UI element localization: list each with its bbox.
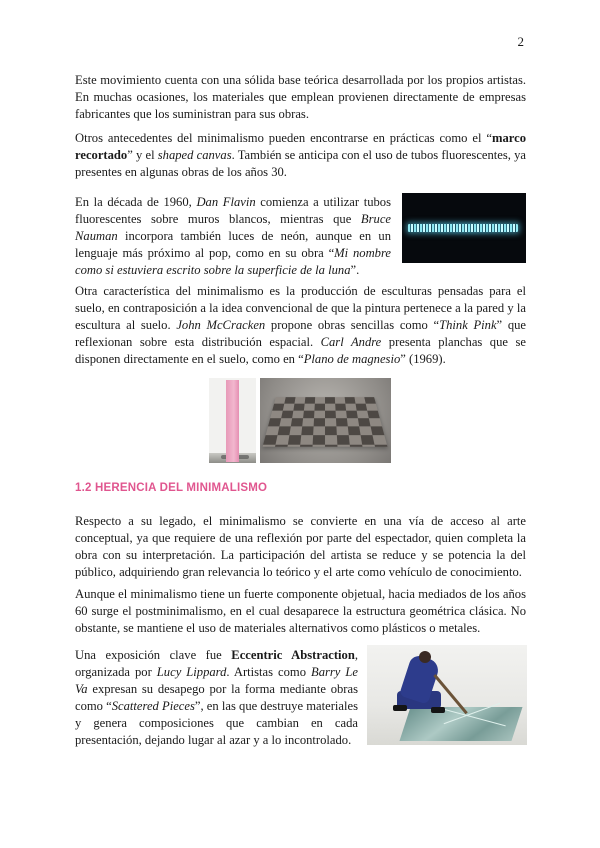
text-run: propone obras sencillas como “ (265, 318, 440, 332)
text-run: comienza a utilizar tubos fluorescentes sobre muros blancos, mientras que (75, 195, 391, 226)
paragraph-legacy: Respecto a su legado, el minimalismo se convierte en una vía de acceso al arte conceptual, ya que requiere de una reflexión por parte del espectador, quien completa la obra con su interpretación. La participación del artista se reduce y se potencia la del público, adquiriendo gran relevancia lo teórico y el arte como vehículo de conocimiento. (75, 514, 526, 579)
section-heading: 1.2 HERENCIA DEL MINIMALISMO (75, 482, 268, 494)
term-marco-recortado: marco recortado (75, 131, 526, 162)
text-run: En la década de 1960, (75, 195, 197, 209)
neon-artwork-image (402, 193, 526, 263)
paragraph-eccentric-abstraction (75, 647, 358, 749)
text-run: , organizada por (75, 648, 358, 679)
curator-lucy-lippard: Lucy Lippard (156, 665, 227, 679)
text-run: ”, en las que destruye materiales y genera composiciones que cambian en cada presentación, dejando lugar al azar y a lo incontrolado. (75, 699, 358, 747)
artist-bruce-nauman: Bruce Nauman (75, 212, 391, 243)
artwork-title-nauman: Mi nombre como si estuviera escrito sobre la superficie de la luna (75, 246, 391, 277)
artwork-scattered-pieces: Scattered Pieces (111, 699, 195, 713)
artwork-think-pink: Think Pink (439, 318, 497, 332)
text-run: ” y el (127, 148, 158, 162)
think-pink-image (209, 378, 256, 463)
text-run: ” (1969). (400, 352, 446, 366)
text-run: Otra característica del minimalismo es la producción de esculturas pensadas para el suelo, en contraposición a la idea convencional de que la pintura pertenece a la pared y la escultura al suelo. (75, 284, 526, 332)
artist-john-mccracken: John McCracken (176, 318, 266, 332)
text-run: presenta planchas que se disponen directamente en el suelo, como en “ (75, 335, 526, 366)
exhibition-name: Eccentric Abstraction (231, 648, 355, 662)
text-run: Una exposición clave fue (75, 648, 232, 662)
text-run: . Artistas como (226, 665, 312, 679)
text-run: . También se anticipa con el uso de tubos fluorescentes, ya presentes en algunas obras de los años 30. (75, 148, 526, 179)
term-shaped-canvas: shaped canvas (157, 148, 232, 162)
page-number: 2 (517, 34, 524, 49)
paragraph-floor-sculpture (75, 283, 526, 368)
text-run: ” que reflexionan sobre esta distribución espacial. (75, 318, 526, 349)
paragraph-antecedents (75, 130, 526, 181)
artist-dan-flavin: Dan Flavin (196, 195, 256, 209)
text-run: expresan su desapego por la forma mediante obras como “ (75, 682, 358, 713)
magnesium-plane-image (260, 378, 391, 463)
paragraph-theory: Este movimiento cuenta con una sólida base teórica desarrollada por los propios artistas. En muchas ocasiones, los materiales que emplean provienen directamente de empresas fabricantes que los suministran para sus obras. (75, 73, 526, 121)
text-run: ”. (350, 263, 360, 277)
paragraph-postminimalism: Aunque el minimalismo tiene un fuerte componente objetual, hacia mediados de los años 60 surge el postminimalismo, en el cual desaparece la estructura geométrica clásica. No obstante, se mantiene el uso de materiales alternativos como plásticos o metales. (75, 587, 526, 635)
text-run: Otros antecedentes del minimalismo pueden encontrarse en prácticas como el “ (75, 131, 492, 145)
performance-artwork-image (367, 645, 527, 745)
artist-barry-le-va: Barry Le Va (75, 665, 358, 696)
paragraph-flavin-nauman (75, 194, 391, 279)
artist-carl-andre: Carl Andre (320, 335, 382, 349)
text-run: incorpora también luces de neón, aunque en un lenguaje más próximo al pop, como en su obra “ (75, 229, 391, 260)
artwork-plano-magnesio: Plano de magnesio (303, 352, 401, 366)
